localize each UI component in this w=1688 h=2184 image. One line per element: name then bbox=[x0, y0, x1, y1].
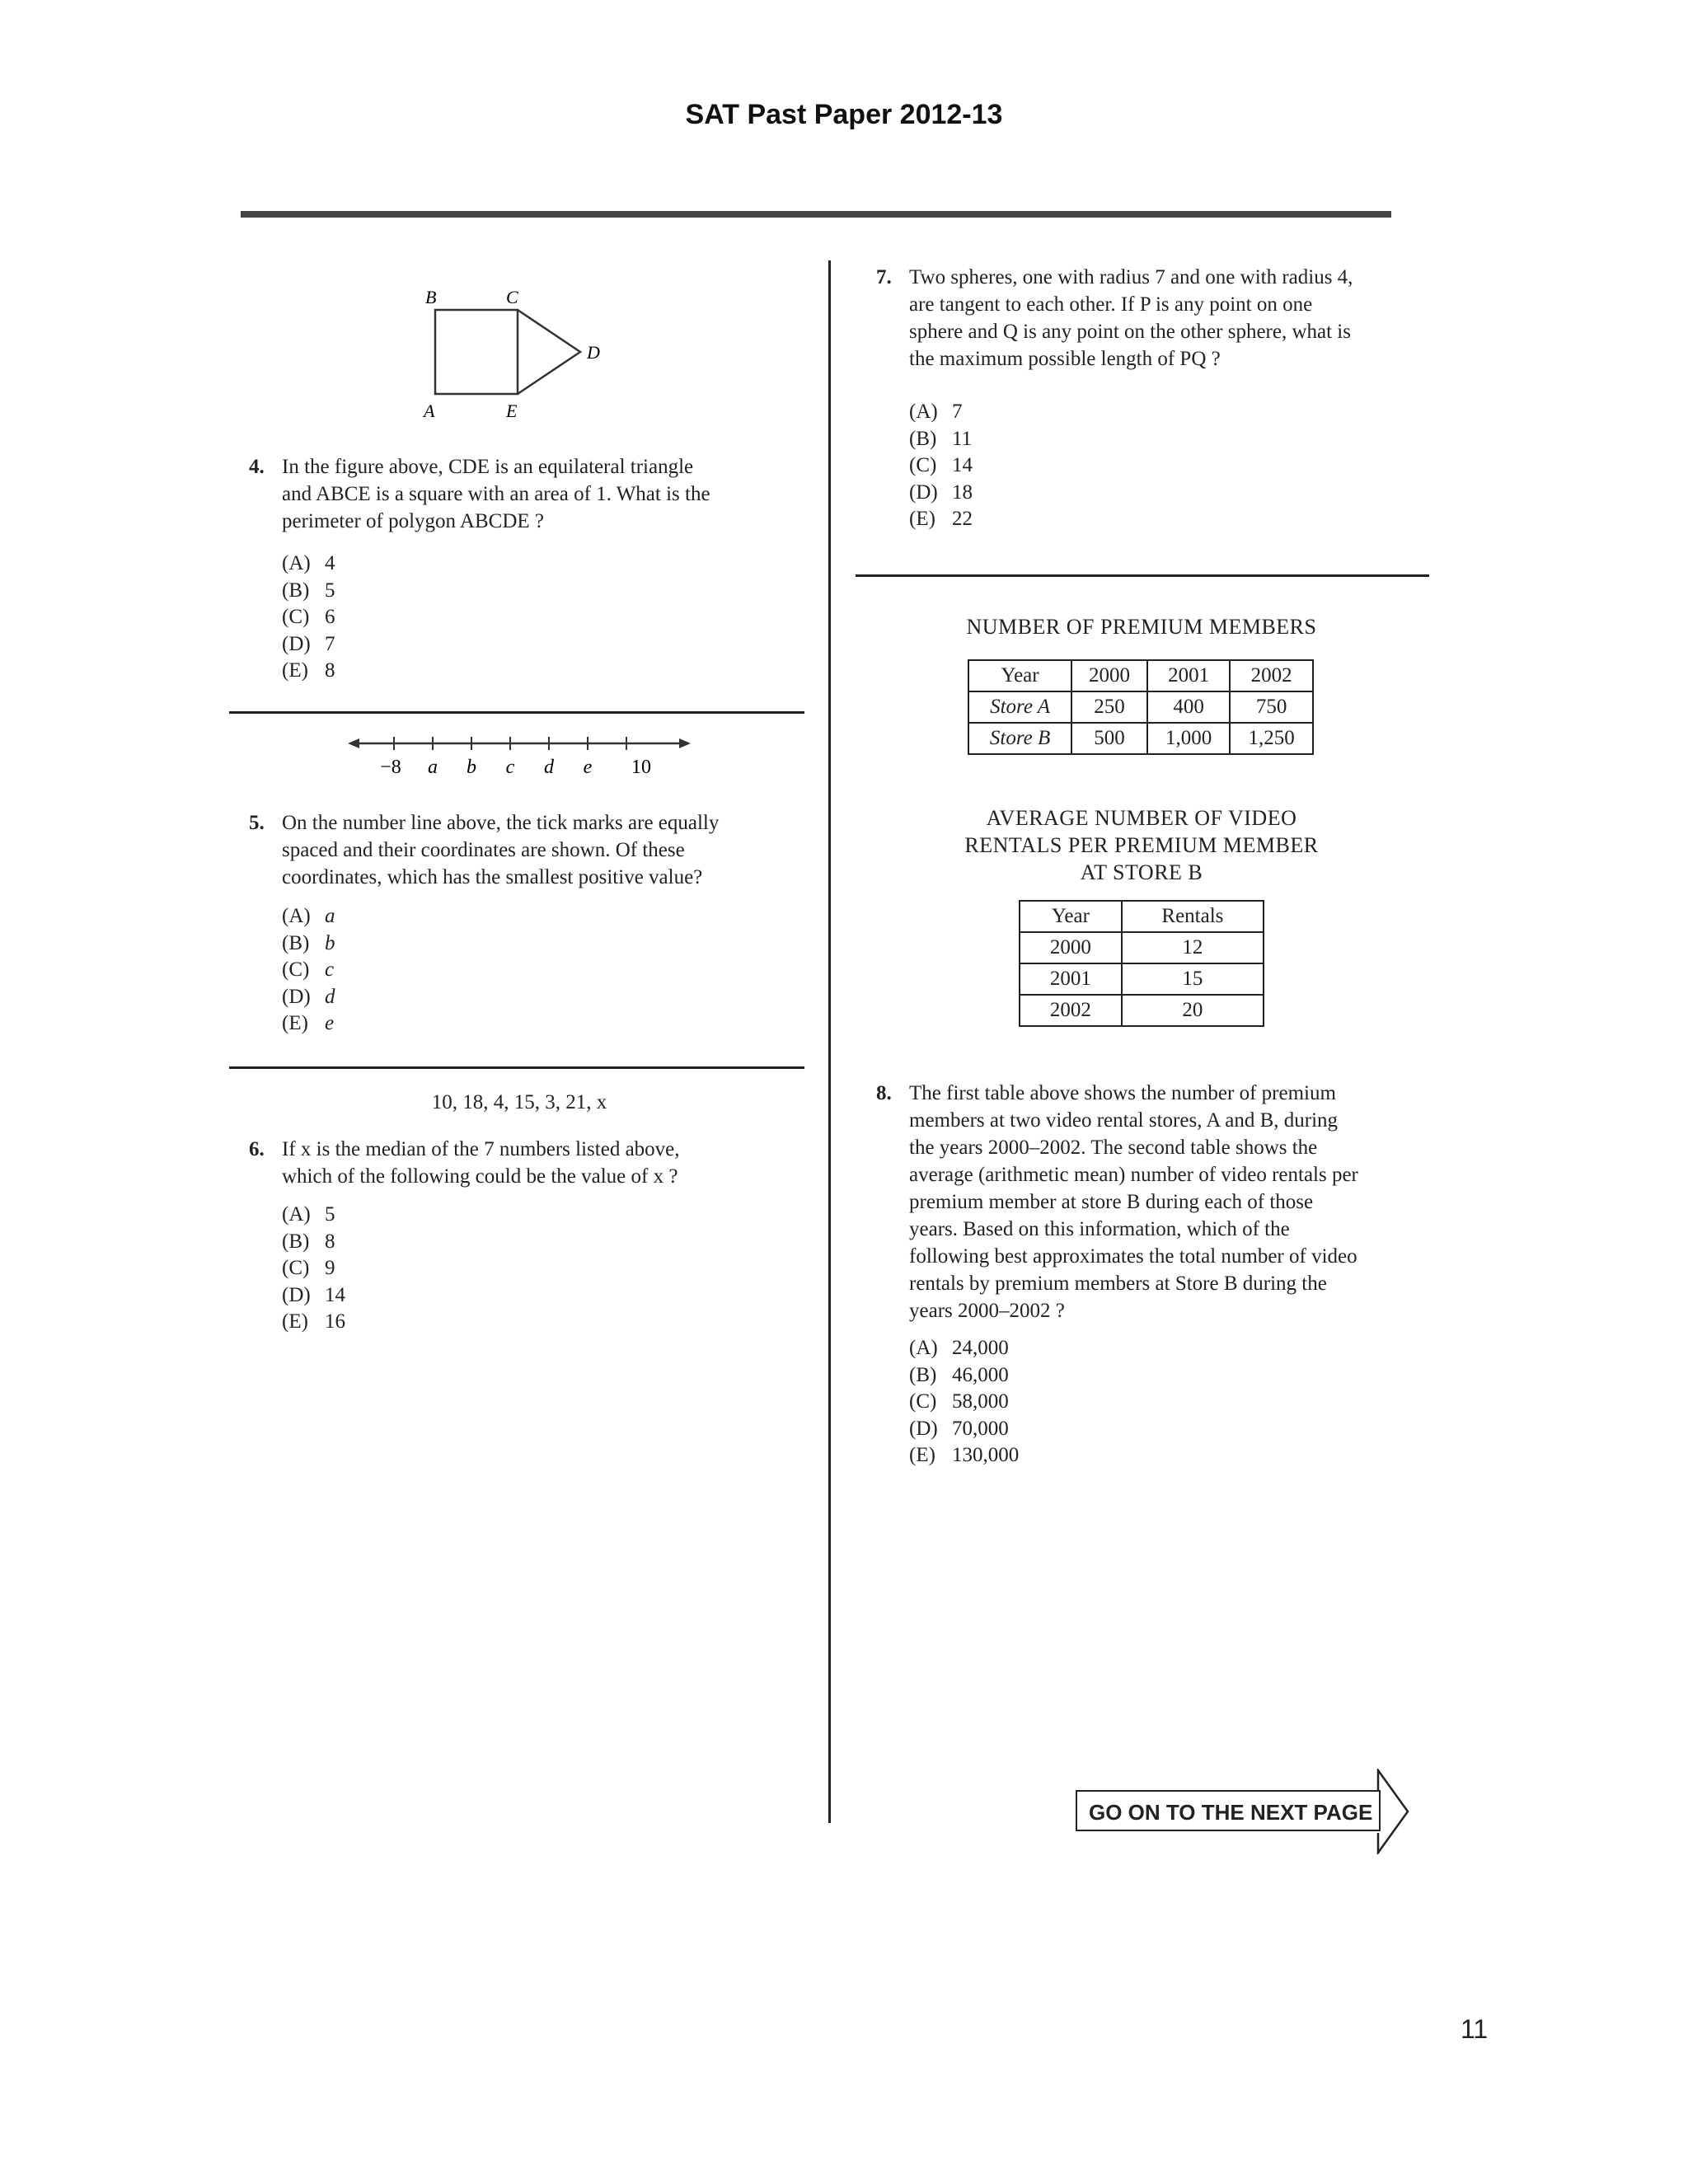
table-row bbox=[968, 723, 1313, 754]
table-header-row bbox=[1020, 901, 1264, 932]
q4-stem-line: and ABCE is a square with an area of 1. What is the bbox=[282, 483, 710, 505]
q8-stem-line: The first table above shows the number of premium bbox=[909, 1082, 1336, 1104]
answer-choice[interactable]: (E) 8 bbox=[282, 659, 335, 682]
table-cell: 1,250 bbox=[1230, 723, 1313, 754]
answer-choice[interactable]: (B) 46,000 bbox=[909, 1363, 1009, 1386]
answer-choice[interactable]: (D) 18 bbox=[909, 480, 973, 504]
answer-choice[interactable]: (E) 16 bbox=[282, 1310, 345, 1333]
q4-label-d: D bbox=[587, 342, 600, 363]
q7-stem-line: Two spheres, one with radius 7 and one with radius 4, bbox=[909, 266, 1353, 288]
answer-choice[interactable]: (D) d bbox=[282, 985, 335, 1008]
numberline-label: a bbox=[428, 757, 438, 778]
q8-stem bbox=[909, 1080, 1358, 1324]
numberline-label: d bbox=[544, 757, 554, 778]
answer-choice[interactable]: (E) e bbox=[282, 1012, 335, 1034]
table-cell: 15 bbox=[1122, 963, 1264, 995]
answer-choice[interactable]: (B) 8 bbox=[282, 1230, 335, 1253]
caption-line: AVERAGE NUMBER OF VIDEO bbox=[986, 806, 1297, 830]
table-header-cell: Year bbox=[1020, 901, 1122, 932]
answer-choice[interactable]: (B) b bbox=[282, 931, 335, 954]
q4-figure-pentagon bbox=[412, 280, 626, 429]
q6-stem-line: which of the following could be the value of x ? bbox=[282, 1165, 678, 1188]
numberline-label: c bbox=[505, 757, 515, 778]
q7-stem bbox=[909, 264, 1353, 373]
table-cell: 12 bbox=[1122, 932, 1264, 963]
table-cell: 2000 bbox=[1020, 932, 1122, 963]
q8-stem-line: years. Based on this information, which of the bbox=[909, 1218, 1290, 1240]
question-5 bbox=[249, 809, 793, 900]
table-header-cell: 2001 bbox=[1147, 660, 1231, 691]
table-cell: Store A bbox=[968, 691, 1071, 723]
video-rentals-table bbox=[1019, 900, 1264, 1027]
q5-choices bbox=[282, 903, 335, 1038]
table-header-cell: Year bbox=[968, 660, 1071, 691]
page-header-title: SAT Past Paper 2012-13 bbox=[685, 99, 1003, 130]
q4-stem bbox=[282, 453, 710, 535]
answer-choice[interactable]: (A) 4 bbox=[282, 552, 335, 574]
separator-line bbox=[229, 1066, 804, 1069]
table-cell: Store B bbox=[968, 723, 1071, 754]
q6-stem-line: If x is the median of the 7 numbers listed above, bbox=[282, 1138, 680, 1160]
next-page-button[interactable]: GO ON TO THE NEXT PAGE bbox=[1076, 1790, 1381, 1831]
q4-label-b: B bbox=[425, 287, 437, 307]
table-cell: 500 bbox=[1071, 723, 1147, 754]
answer-choice[interactable]: (B) 11 bbox=[909, 427, 973, 450]
q5-stem-line: On the number line above, the tick marks are equally bbox=[282, 812, 720, 834]
numberline-label: b bbox=[467, 757, 476, 778]
q4-label-c: C bbox=[506, 287, 518, 307]
q4-label-a: A bbox=[424, 401, 435, 421]
table-cell: 750 bbox=[1230, 691, 1313, 723]
table-cell: 400 bbox=[1147, 691, 1231, 723]
q6-number-list: 10, 18, 4, 15, 3, 21, x bbox=[431, 1091, 607, 1113]
q8-stem-line: following best approximates the total number of video bbox=[909, 1245, 1357, 1268]
q4-number: 4. bbox=[249, 456, 265, 478]
q6-choices bbox=[282, 1202, 345, 1336]
answer-choice[interactable]: (A) 7 bbox=[909, 401, 963, 423]
premium-members-table bbox=[968, 659, 1314, 755]
answer-choice[interactable]: (C) 14 bbox=[909, 454, 973, 476]
answer-choice[interactable]: (D) 70,000 bbox=[909, 1417, 1009, 1440]
numberline-label: e bbox=[583, 757, 593, 778]
separator-line bbox=[856, 574, 1429, 577]
top-rule bbox=[241, 211, 1391, 218]
caption-line: RENTALS PER PREMIUM MEMBER bbox=[964, 833, 1319, 857]
q4-label-e: E bbox=[506, 401, 518, 421]
answer-choice[interactable]: (C) 6 bbox=[282, 606, 335, 628]
q5-stem bbox=[282, 809, 719, 891]
table-cell: 20 bbox=[1122, 995, 1264, 1026]
q4-stem-line: perimeter of polygon ABCDE ? bbox=[282, 510, 544, 532]
answer-choice[interactable]: (D) 7 bbox=[282, 632, 335, 655]
q8-stem-line: the years 2000–2002. The second table shows the bbox=[909, 1137, 1318, 1159]
question-8 bbox=[876, 1080, 1437, 1327]
q8-stem-line: premium member at store B during each of those bbox=[909, 1191, 1314, 1213]
q8-stem-line: rentals by premium members at Store B during the bbox=[909, 1272, 1327, 1295]
q6-number: 6. bbox=[249, 1138, 265, 1160]
table-cell: 2002 bbox=[1020, 995, 1122, 1026]
table-row bbox=[1020, 995, 1264, 1026]
q8-choices bbox=[909, 1335, 1019, 1469]
table-header-cell: 2000 bbox=[1071, 660, 1147, 691]
question-6 bbox=[249, 1136, 793, 1193]
q8-stem-line: years 2000–2002 ? bbox=[909, 1300, 1065, 1322]
answer-choice[interactable]: (A) 24,000 bbox=[909, 1337, 1009, 1359]
q5-stem-line: spaced and their coordinates are shown. Of these bbox=[282, 839, 685, 861]
q5-stem-line: coordinates, which has the smallest positive value? bbox=[282, 866, 703, 888]
q8-number: 8. bbox=[876, 1082, 892, 1104]
numberline-label: −8 bbox=[380, 757, 401, 778]
separator-line bbox=[229, 711, 804, 714]
numberline-label: 10 bbox=[631, 757, 651, 778]
answer-choice[interactable]: (C) c bbox=[282, 958, 335, 981]
q4-stem-line: In the figure above, CDE is an equilateral triangle bbox=[282, 456, 694, 478]
q7-number: 7. bbox=[876, 266, 892, 288]
q5-number-line bbox=[346, 732, 692, 781]
q7-stem-line: sphere and Q is any point on the other sphere, what is bbox=[909, 321, 1351, 343]
q7-choices bbox=[909, 399, 973, 533]
q8-stem-line: members at two video rental stores, A and B, during bbox=[909, 1109, 1339, 1132]
q6-stem bbox=[282, 1136, 680, 1190]
q7-stem-line: the maximum possible length of PQ ? bbox=[909, 348, 1221, 370]
q7-stem-line: are tangent to each other. If P is any point on one bbox=[909, 293, 1313, 316]
table1-caption: NUMBER OF PREMIUM MEMBERS bbox=[966, 615, 1317, 639]
q5-number: 5. bbox=[249, 812, 265, 834]
q4-choices bbox=[282, 551, 335, 685]
table-row bbox=[968, 691, 1313, 723]
answer-choice[interactable]: (D) 14 bbox=[282, 1283, 345, 1306]
q8-stem-line: average (arithmetic mean) number of video rentals per bbox=[909, 1164, 1358, 1186]
answer-choice[interactable]: (A) a bbox=[282, 905, 335, 927]
answer-choice[interactable]: (C) 58,000 bbox=[909, 1390, 1009, 1413]
table-cell: 250 bbox=[1071, 691, 1147, 723]
page-number: 11 bbox=[1461, 2014, 1489, 2044]
table-header-cell: Rentals bbox=[1122, 901, 1264, 932]
question-7 bbox=[876, 264, 1420, 379]
table2-caption bbox=[915, 804, 1368, 886]
arrow-right-icon bbox=[1375, 1769, 1411, 1854]
table-cell: 2001 bbox=[1020, 963, 1122, 995]
column-divider bbox=[828, 260, 831, 1823]
answer-choice[interactable]: (C) 9 bbox=[282, 1257, 335, 1279]
answer-choice[interactable]: (E) 130,000 bbox=[909, 1444, 1020, 1466]
table-row bbox=[1020, 932, 1264, 963]
answer-choice[interactable]: (B) 5 bbox=[282, 579, 335, 602]
table-row bbox=[1020, 963, 1264, 995]
table-header-cell: 2002 bbox=[1230, 660, 1313, 691]
answer-choice[interactable]: (E) 22 bbox=[909, 508, 973, 530]
table-header-row bbox=[968, 660, 1313, 691]
answer-choice[interactable]: (A) 5 bbox=[282, 1203, 335, 1226]
table-cell: 1,000 bbox=[1147, 723, 1231, 754]
caption-line: AT STORE B bbox=[1080, 860, 1203, 884]
question-4 bbox=[249, 453, 793, 544]
